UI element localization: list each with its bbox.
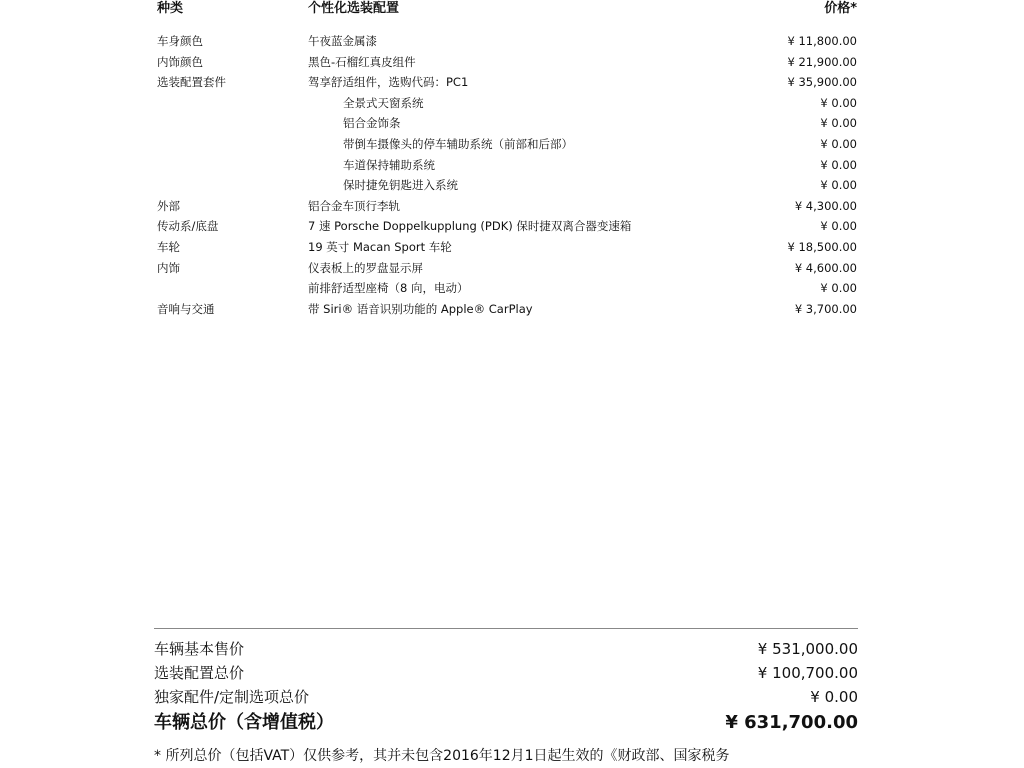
row-option: 前排舒适型座椅（8 向，电动） bbox=[308, 281, 469, 296]
grand-total-label: 车辆总价（含增值税） bbox=[154, 712, 334, 733]
row-option: 铝合金饰条 bbox=[343, 116, 401, 131]
row-price: ¥ 0.00 bbox=[820, 178, 857, 193]
base-price-row bbox=[154, 637, 858, 661]
grand-total-row bbox=[154, 709, 858, 737]
base-price-label: 车辆基本售价 bbox=[154, 640, 245, 658]
table-row bbox=[157, 175, 857, 196]
exclusive-total-value: ¥ 0.00 bbox=[810, 688, 858, 706]
table-row bbox=[157, 278, 857, 299]
table-row bbox=[157, 52, 857, 73]
summary-divider bbox=[154, 628, 858, 629]
row-option: 午夜蓝金属漆 bbox=[308, 34, 377, 48]
row-price: ¥ 0.00 bbox=[820, 116, 857, 131]
row-price: ¥ 0.00 bbox=[820, 157, 857, 172]
row-option: 全景式天窗系统 bbox=[343, 95, 424, 110]
row-option: 19 英寸 Macan Sport 车轮 bbox=[308, 239, 452, 254]
row-price: ¥ 18,500.00 bbox=[787, 239, 857, 254]
table-row bbox=[157, 155, 857, 176]
base-price-value: ¥ 531,000.00 bbox=[757, 640, 858, 658]
row-category: 内饰颜色 bbox=[157, 54, 203, 69]
options-total-row bbox=[154, 661, 858, 685]
row-option: 黑色-石榴红真皮组件 bbox=[308, 54, 416, 69]
header-option: 个性化选装配置 bbox=[308, 1, 400, 16]
header-category: 种类 bbox=[157, 1, 184, 16]
row-option: 铝合金车顶行李轨 bbox=[308, 198, 400, 213]
table-row bbox=[157, 113, 857, 134]
footnote: * 所列总价（包括VAT）仅供参考，其并未包含2016年12月1日起生效的《财政部、国家税务 bbox=[154, 748, 730, 764]
header-price: 价格* bbox=[824, 1, 857, 16]
options-total-label: 选装配置总价 bbox=[154, 664, 245, 682]
exclusive-total-label: 独家配件/定制选项总价 bbox=[154, 688, 310, 706]
row-price: ¥ 11,800.00 bbox=[787, 34, 857, 48]
price-summary bbox=[154, 637, 858, 737]
row-price: ¥ 21,900.00 bbox=[787, 54, 857, 69]
row-option: 仪表板上的罗盘显示屏 bbox=[308, 260, 423, 275]
table-row bbox=[157, 134, 857, 155]
row-option: 带倒车摄像头的停车辅助系统（前部和后部） bbox=[343, 136, 573, 151]
row-price: ¥ 0.00 bbox=[820, 281, 857, 296]
row-option: 保时捷免钥匙进入系统 bbox=[343, 178, 458, 193]
row-price: ¥ 0.00 bbox=[820, 136, 857, 151]
table-row bbox=[157, 93, 857, 114]
row-category: 外部 bbox=[157, 198, 180, 213]
row-price: ¥ 4,300.00 bbox=[794, 198, 857, 213]
table-row bbox=[157, 299, 857, 320]
row-price: ¥ 0.00 bbox=[820, 219, 857, 234]
row-category: 传动系/底盘 bbox=[157, 219, 219, 234]
row-price: ¥ 0.00 bbox=[820, 95, 857, 110]
row-category: 车轮 bbox=[157, 239, 180, 254]
row-option: 7 速 Porsche Doppelkupplung (PDK) 保时捷双离合器变速箱 bbox=[308, 219, 632, 234]
table-row bbox=[157, 31, 857, 52]
options-table bbox=[157, 31, 857, 319]
row-option: 车道保持辅助系统 bbox=[343, 157, 435, 172]
table-row bbox=[157, 72, 857, 93]
row-category: 音响与交通 bbox=[157, 301, 215, 316]
row-option: 驾享舒适组件，选购代码：PC1 bbox=[308, 75, 469, 90]
row-category: 选装配置套件 bbox=[157, 75, 226, 90]
row-category: 内饰 bbox=[157, 260, 180, 275]
table-row bbox=[157, 258, 857, 279]
row-price: ¥ 4,600.00 bbox=[794, 260, 857, 275]
row-category: 车身颜色 bbox=[157, 34, 203, 48]
row-option: 带 Siri® 语音识别功能的 Apple® CarPlay bbox=[308, 301, 533, 316]
row-price: ¥ 3,700.00 bbox=[794, 301, 857, 316]
row-price: ¥ 35,900.00 bbox=[787, 75, 857, 90]
table-row bbox=[157, 216, 857, 237]
options-total-value: ¥ 100,700.00 bbox=[757, 664, 858, 682]
table-header bbox=[157, 0, 857, 17]
table-row bbox=[157, 237, 857, 258]
exclusive-total-row bbox=[154, 685, 858, 709]
grand-total-value: ¥ 631,700.00 bbox=[725, 712, 858, 733]
table-row bbox=[157, 196, 857, 217]
